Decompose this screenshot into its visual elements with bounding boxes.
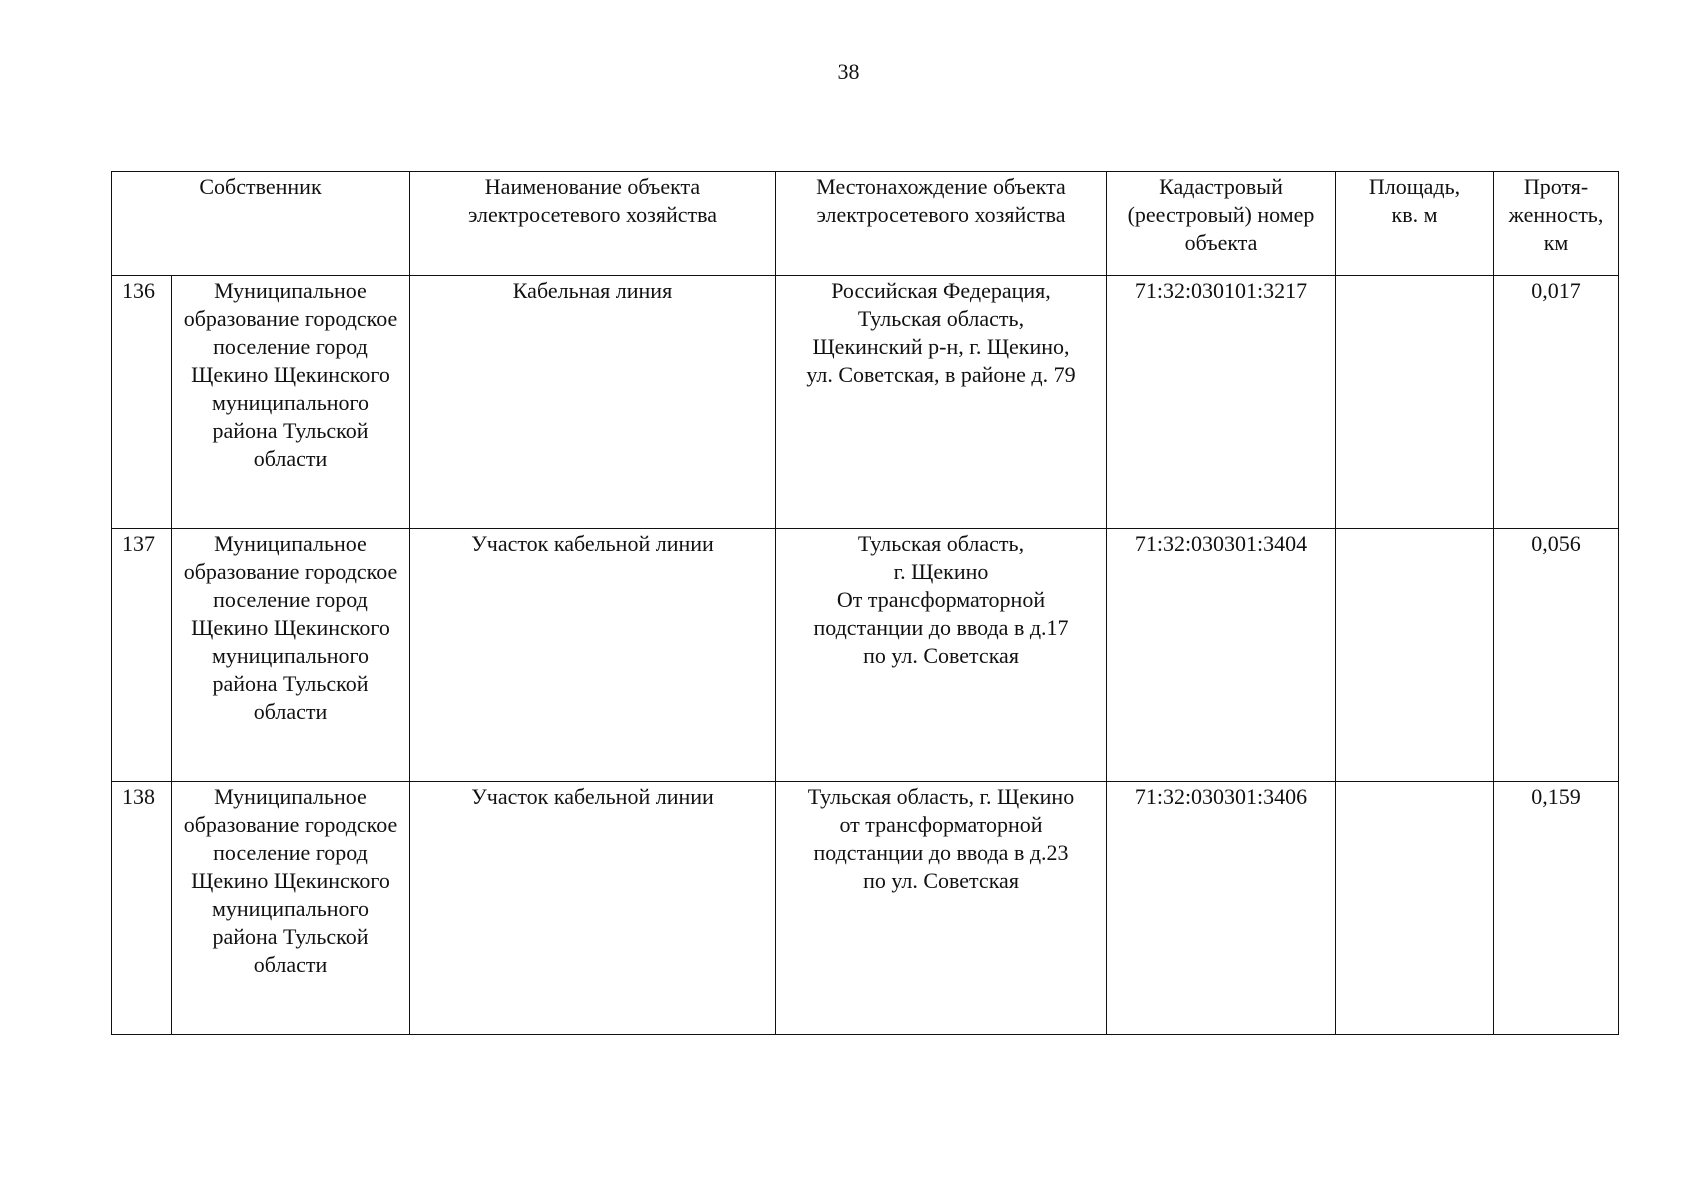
header-area: Площадь, кв. м — [1336, 172, 1494, 276]
row-number: 137 — [112, 529, 172, 782]
cadastral-number-cell: 71:32:030301:3406 — [1107, 782, 1336, 1035]
length-cell: 0,159 — [1494, 782, 1619, 1035]
cadastral-number-cell: 71:32:030101:3217 — [1107, 276, 1336, 529]
object-name-cell: Кабельная линия — [410, 276, 776, 529]
registry-table — [111, 171, 1619, 1035]
object-name-cell: Участок кабельной линии — [410, 529, 776, 782]
length-cell: 0,056 — [1494, 529, 1619, 782]
area-cell — [1336, 276, 1494, 529]
area-cell — [1336, 782, 1494, 1035]
table-row — [112, 529, 1619, 782]
header-location: Местонахождение объекта электросетевого хозяйства — [776, 172, 1107, 276]
cadastral-number-cell: 71:32:030301:3404 — [1107, 529, 1336, 782]
location-cell: Тульская область, г. Щекино от трансформаторной подстанции до ввода в д.23 по ул. Советская — [776, 782, 1107, 1035]
table-row — [112, 276, 1619, 529]
owner-cell: Муниципальное образование городское поселение город Щекино Щекинского муниципального района Тульской области — [172, 782, 410, 1035]
header-length: Протя- женность, км — [1494, 172, 1619, 276]
location-cell: Тульская область, г. Щекино От трансформаторной подстанции до ввода в д.17 по ул. Советская — [776, 529, 1107, 782]
owner-cell: Муниципальное образование городское поселение город Щекино Щекинского муниципального района Тульской области — [172, 276, 410, 529]
header-object-name: Наименование объекта электросетевого хозяйства — [410, 172, 776, 276]
location-cell: Российская Федерация, Тульская область, Щекинский р-н, г. Щекино, ул. Советская, в районе д. 79 — [776, 276, 1107, 529]
table-header-row — [112, 172, 1619, 276]
owner-cell: Муниципальное образование городское поселение город Щекино Щекинского муниципального района Тульской области — [172, 529, 410, 782]
header-owner: Собственник — [112, 172, 410, 276]
table-row — [112, 782, 1619, 1035]
length-cell: 0,017 — [1494, 276, 1619, 529]
page-number: 38 — [837, 59, 860, 84]
row-number: 138 — [112, 782, 172, 1035]
header-cadastral-number: Кадастровый (реестровый) номер объекта — [1107, 172, 1336, 276]
object-name-cell: Участок кабельной линии — [410, 782, 776, 1035]
area-cell — [1336, 529, 1494, 782]
row-number: 136 — [112, 276, 172, 529]
